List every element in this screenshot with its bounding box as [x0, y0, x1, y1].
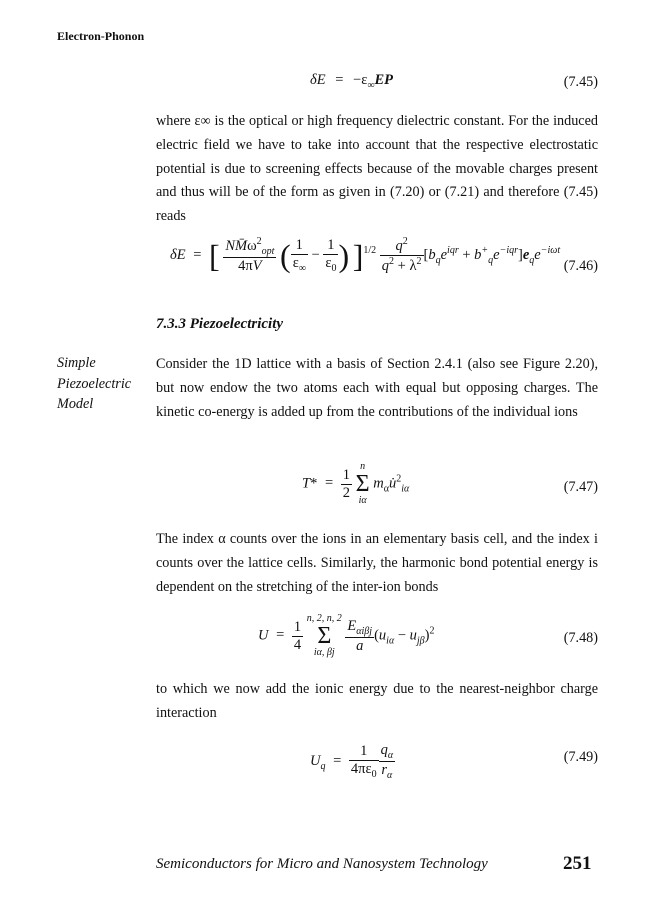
equation-number-7-49: (7.49)	[563, 749, 598, 765]
margin-note-line2: Piezoelectric	[57, 375, 132, 392]
paragraph-3-text: The index α counts over the ions in an elementary basis cell, and the index i counts over the lattice cells. Similarly, the harmonic bond potential energy is dependent on the stretching of the inter-ion bonds	[156, 531, 598, 595]
equation-number-7-48: (7.48)	[563, 630, 598, 646]
equation-7-47: T* = $\frac{1}{2}$ n Σ iα $m_\alpha u̇^2_{i\alpha}$	[302, 461, 410, 506]
eq745-epsilon-sub: ∞	[367, 80, 375, 91]
eq745-lhs: δE	[310, 72, 326, 88]
section-heading: 7.3.3 Piezoelectricity	[156, 316, 284, 332]
margin-note-line1: Simple	[57, 355, 96, 371]
margin-note-line3: Model	[57, 396, 94, 412]
equation-7-48: U = $\frac{1}{4}$ n, 2, n, 2 Σ iα, βj $\frac{E_{\alpha i\beta j}}{a}$ $(u_{i\alpha} - u_{j\beta})^2$	[258, 613, 435, 658]
equation-7-45	[310, 72, 393, 91]
paragraph-2	[156, 353, 598, 424]
equation-number-7-46: (7.46)	[563, 258, 598, 274]
paragraph-3	[156, 528, 598, 599]
paragraph-4-text: to which we now add the ionic energy due to the nearest-neighbor charge interaction	[156, 681, 598, 721]
paragraph-1	[156, 110, 598, 229]
running-header: Electron-Phonon	[57, 29, 145, 43]
eq745-epsilon: −ε	[353, 72, 368, 88]
margin-note	[57, 353, 149, 415]
page-number: 251	[563, 853, 592, 874]
eq745-equals: =	[335, 72, 344, 88]
footer-book-title: Semiconductors for Micro and Nanosystem Technology	[156, 856, 488, 872]
paragraph-1-text: where ε∞ is the optical or high frequency dielectric constant. For the induced electric field we have to take into account that the respective electrostatic potential is due to screening effects because of the movable charges present and thus will be of the form as given in (7.20) or (7.21) and therefore (7.45) reads	[156, 113, 598, 225]
eq745-EP: EP	[374, 72, 393, 88]
paragraph-2-text: Consider the 1D lattice with a basis of Section 2.4.1 (also see Figure 2.20), but now endow the two atoms each with equal but opposing charges. The kinetic co-energy is added up from the contributions of the individual ions	[156, 356, 598, 420]
equation-7-46: δE = [ $\frac{NM̄\omega^2_{opt}}{4\pi V}$ ( $\frac{1}{\varepsilon_\infty}$ − $\frac{1}{\varepsilon_0}$ ) ]$^{1/2}$ $\frac{q^2}{q^2 + \lambda^2}$ $[b_qe^{iqr} + b^+_qe^{-iqr}]e_qe^{-i\omega t}$	[170, 236, 561, 274]
equation-number-7-47: (7.47)	[563, 479, 598, 495]
paragraph-4	[156, 678, 598, 726]
equation-7-49: $U_q$ = $\frac{1}{4\pi\varepsilon_0}$ $\frac{q_\alpha}{r_\alpha}$	[310, 742, 394, 781]
equation-number-7-45: (7.45)	[563, 74, 598, 90]
